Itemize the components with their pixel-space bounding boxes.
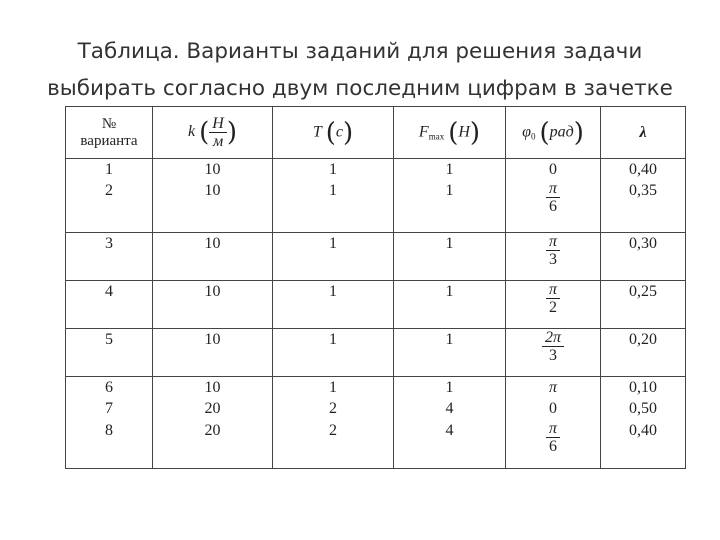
header-F-symbol: F <box>418 123 429 141</box>
phi-numerator: π <box>548 280 557 298</box>
cell-variant: 2 <box>66 180 153 232</box>
cell-phi: π <box>506 376 601 398</box>
header-F-unit: Н <box>458 123 470 141</box>
cell-F: 1 <box>394 280 506 328</box>
cell-T: 1 <box>273 280 394 328</box>
cell-k: 20 <box>153 420 273 469</box>
cell-F: 1 <box>394 159 506 181</box>
cell-lambda: 0,35 <box>601 180 686 232</box>
phi-denominator: 3 <box>548 250 557 268</box>
cell-F: 1 <box>394 376 506 398</box>
cell-variant: 1 <box>66 159 153 181</box>
header-lambda <box>601 107 686 159</box>
header-variant-symbol: № <box>101 115 117 132</box>
phi-denominator: 2 <box>548 298 557 316</box>
header-k-symbol: k <box>188 123 196 141</box>
table-row <box>66 180 686 232</box>
phi-numerator: 2π <box>544 328 561 346</box>
cell-F: 1 <box>394 232 506 280</box>
cell-k: 10 <box>153 232 273 280</box>
cell-F: 4 <box>394 398 506 420</box>
header-phi-subscript: 0 <box>530 131 536 142</box>
cell-variant: 6 <box>66 376 153 398</box>
header-phi: $\varphi_0$ (рад) <box>506 107 601 159</box>
cell-lambda: 0,25 <box>601 280 686 328</box>
table-row <box>66 232 686 280</box>
cell-k: 10 <box>153 280 273 328</box>
header-T-symbol: T <box>312 123 322 141</box>
table-row <box>66 376 686 398</box>
header-F: $F_{max}$ (Н) <box>394 107 506 159</box>
cell-lambda: 0,20 <box>601 328 686 376</box>
cell-F: 1 <box>394 180 506 232</box>
cell-T: 1 <box>273 232 394 280</box>
header-k-unit-den: м <box>212 133 224 150</box>
cell-k: 10 <box>153 159 273 181</box>
cell-T: 2 <box>273 420 394 469</box>
title-line-2: выбирать согласно двум последним цифрам в зачетке <box>47 76 673 101</box>
cell-lambda: 0,10 <box>601 376 686 398</box>
cell-k: 10 <box>153 328 273 376</box>
phi-denominator: 6 <box>548 437 557 455</box>
cell-k: 10 <box>153 376 273 398</box>
cell-variant: 5 <box>66 328 153 376</box>
cell-k: 20 <box>153 398 273 420</box>
header-F-subscript: max <box>428 131 445 142</box>
table-row <box>66 420 686 469</box>
table-row <box>66 159 686 181</box>
cell-F: 1 <box>394 328 506 376</box>
cell-phi <box>506 180 601 232</box>
cell-phi <box>506 420 601 469</box>
header-variant-label: варианта <box>80 132 138 149</box>
table-header-row <box>66 107 686 159</box>
cell-phi <box>506 328 601 376</box>
cell-variant: 3 <box>66 232 153 280</box>
cell-T: 1 <box>273 159 394 181</box>
cell-lambda: 0,30 <box>601 232 686 280</box>
header-phi-symbol: φ <box>522 123 531 141</box>
phi-numerator: π <box>548 419 557 437</box>
title-line-1: Таблица. Варианты заданий для решения задачи <box>77 39 643 64</box>
phi-denominator: 3 <box>548 346 557 364</box>
slide-title <box>0 33 720 107</box>
cell-F: 4 <box>394 420 506 469</box>
header-k-unit-num: Н <box>212 115 224 132</box>
cell-phi <box>506 280 601 328</box>
cell-phi: 0 <box>506 159 601 181</box>
cell-lambda: 0,40 <box>601 420 686 469</box>
table-row <box>66 398 686 420</box>
header-variant <box>66 107 153 159</box>
cell-phi <box>506 232 601 280</box>
header-phi-unit: рад <box>549 123 574 141</box>
variants-table <box>65 106 686 469</box>
header-lambda-symbol: λ <box>639 123 647 141</box>
cell-k: 10 <box>153 180 273 232</box>
phi-denominator: 6 <box>548 198 557 215</box>
header-k-unit <box>209 115 227 150</box>
header-T-unit: с <box>335 123 343 141</box>
cell-lambda: 0,40 <box>601 159 686 181</box>
cell-variant: 4 <box>66 280 153 328</box>
cell-phi: 0 <box>506 398 601 420</box>
cell-variant: 7 <box>66 398 153 420</box>
cell-T: 1 <box>273 328 394 376</box>
cell-T: 2 <box>273 398 394 420</box>
cell-lambda: 0,50 <box>601 398 686 420</box>
header-k: k ( $\frac{Н}{м}$ ) <box>153 107 273 159</box>
cell-variant: 8 <box>66 420 153 469</box>
phi-numerator: π <box>548 180 557 197</box>
cell-T: 1 <box>273 180 394 232</box>
cell-T: 1 <box>273 376 394 398</box>
table-row <box>66 280 686 328</box>
header-T: T (с) <box>273 107 394 159</box>
table-row <box>66 328 686 376</box>
phi-numerator: π <box>548 232 557 250</box>
